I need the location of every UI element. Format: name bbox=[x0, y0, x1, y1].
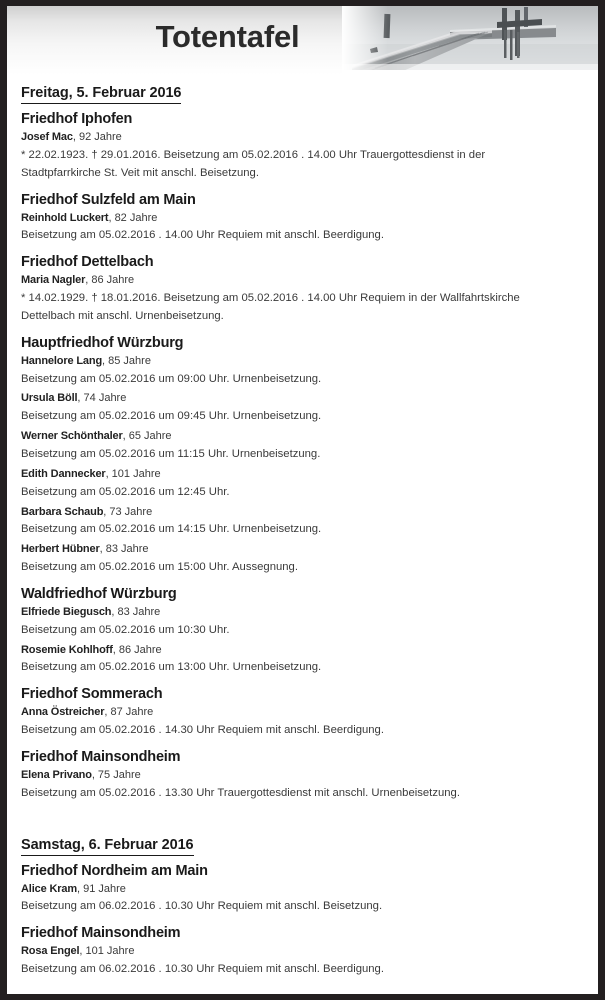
entry-detail: Beisetzung am 05.02.2016 um 10:30 Uhr. bbox=[21, 623, 230, 636]
entry-person bbox=[21, 391, 584, 406]
entry-person bbox=[21, 467, 584, 482]
person-age: , 74 Jahre bbox=[77, 392, 127, 405]
entry-person bbox=[21, 273, 584, 288]
person-age: , 86 Jahre bbox=[112, 643, 162, 656]
person-name: Reinhold Luckert bbox=[21, 211, 109, 224]
entry-detail: Beisetzung am 05.02.2016 um 13:00 Uhr. Urnenbeisetzung. bbox=[21, 661, 322, 674]
venue-block bbox=[21, 749, 584, 803]
person-name: Alice Kram bbox=[21, 882, 77, 895]
entry bbox=[21, 605, 584, 640]
venue-name: Friedhof Iphofen bbox=[21, 111, 133, 127]
venue-name: Hauptfriedhof Würzburg bbox=[21, 334, 184, 351]
person-age: , 73 Jahre bbox=[103, 505, 153, 518]
entry-person bbox=[21, 130, 584, 145]
person-name: Barbara Schaub bbox=[21, 505, 104, 518]
entry bbox=[21, 944, 584, 979]
entry bbox=[21, 768, 584, 803]
day-block-saturday bbox=[21, 836, 584, 979]
entry bbox=[21, 391, 584, 426]
entry-detail: Beisetzung am 06.02.2016 . 10.30 Uhr Requiem mit anschl. Beerdigung. bbox=[21, 963, 384, 976]
entry-detail: Beisetzung am 05.02.2016 . 13.30 Uhr Trauergottesdienst mit anschl. Urnenbeisetzung. bbox=[21, 786, 460, 799]
person-name: Rosemie Kohlhoff bbox=[21, 643, 113, 656]
entry-person bbox=[21, 211, 584, 226]
entry-detail: Beisetzung am 05.02.2016 um 14:15 Uhr. Urnenbeisetzung. bbox=[21, 523, 322, 536]
day-heading: Freitag, 5. Februar 2016 bbox=[21, 85, 181, 104]
entry bbox=[21, 130, 584, 183]
venue-name: Friedhof Mainsondheim bbox=[21, 748, 181, 765]
person-age: , 92 Jahre bbox=[72, 131, 122, 143]
person-age: , 101 Jahre bbox=[105, 467, 161, 480]
venue-name: Waldfriedhof Würzburg bbox=[21, 585, 177, 602]
venue-block bbox=[21, 925, 584, 979]
venue-name: Friedhof Nordheim am Main bbox=[21, 862, 208, 879]
entry bbox=[21, 505, 584, 540]
person-name: Werner Schönthaler bbox=[21, 430, 123, 443]
masthead bbox=[7, 6, 598, 75]
entry-detail: Beisetzung am 06.02.2016 . 10.30 Uhr Requiem mit anschl. Beisetzung. bbox=[21, 900, 383, 913]
venue-block bbox=[21, 111, 584, 183]
person-name: Josef Mac bbox=[21, 131, 73, 143]
day-heading: Samstag, 6. Februar 2016 bbox=[21, 837, 194, 856]
page-sheet bbox=[7, 6, 598, 994]
entry-detail: Beisetzung am 05.02.2016 um 09:45 Uhr. Urnenbeisetzung. bbox=[21, 410, 322, 423]
venue-block bbox=[21, 254, 584, 326]
person-name: Hannelore Lang bbox=[21, 354, 103, 367]
day-block-friday bbox=[21, 84, 584, 803]
person-age: , 101 Jahre bbox=[79, 945, 135, 958]
person-age: , 83 Jahre bbox=[111, 605, 161, 618]
person-age: , 83 Jahre bbox=[99, 543, 149, 556]
entry-person bbox=[21, 429, 584, 444]
person-age: , 75 Jahre bbox=[91, 768, 141, 781]
person-name: Edith Dannecker bbox=[21, 467, 106, 480]
entry-person bbox=[21, 944, 584, 959]
entry bbox=[21, 705, 584, 740]
person-age: , 91 Jahre bbox=[76, 882, 126, 895]
entry-detail: Beisetzung am 05.02.2016 um 11:15 Uhr. Urnenbeisetzung. bbox=[21, 447, 321, 460]
entry-person bbox=[21, 705, 584, 720]
entry-detail: Beisetzung am 05.02.2016 . 14.30 Uhr Requiem mit anschl. Beerdigung. bbox=[21, 724, 384, 737]
venue-block bbox=[21, 863, 584, 917]
person-age: , 86 Jahre bbox=[85, 274, 135, 287]
person-name: Herbert Hübner bbox=[21, 543, 100, 556]
entry-person bbox=[21, 768, 584, 783]
venue-name: Friedhof Dettelbach bbox=[21, 254, 154, 271]
venue-name: Friedhof Sommerach bbox=[21, 686, 163, 703]
person-age: , 85 Jahre bbox=[102, 354, 151, 367]
venue-block bbox=[21, 335, 584, 577]
entry bbox=[21, 211, 584, 246]
person-age: , 87 Jahre bbox=[104, 706, 154, 719]
entry bbox=[21, 273, 584, 326]
entry-person bbox=[21, 542, 584, 557]
person-name: Elfriede Biegusch bbox=[21, 605, 112, 618]
person-age: , 65 Jahre bbox=[122, 430, 172, 443]
venue-block bbox=[21, 192, 584, 246]
entry bbox=[21, 542, 584, 577]
entry bbox=[21, 643, 584, 678]
entry-person bbox=[21, 605, 584, 620]
person-age: , 82 Jahre bbox=[108, 211, 158, 224]
venue-name: Friedhof Sulzfeld am Main bbox=[21, 191, 196, 208]
venue-name: Friedhof Mainsondheim bbox=[21, 925, 181, 942]
person-name: Maria Nagler bbox=[21, 274, 86, 287]
person-name: Elena Privano bbox=[21, 768, 92, 781]
page-title: Totentafel bbox=[155, 19, 300, 54]
entry-detail: * 22.02.1923. † 29.01.2016. Beisetzung am 05.02.2016 . 14.00 Uhr Trauergottesdienst in der Stadtpfarrkirche St. Veit mit anschl. Beisetzung. bbox=[21, 148, 486, 179]
venue-block bbox=[21, 686, 584, 740]
person-name: Rosa Engel bbox=[21, 945, 80, 958]
obituary-list bbox=[7, 75, 598, 979]
entry bbox=[21, 429, 584, 464]
entry-detail: * 14.02.1929. † 18.01.2016. Beisetzung am 05.02.2016 . 14.00 Uhr Requiem in der Wallfahrtskirche Dettelbach mit anschl. Urnenbeisetzung. bbox=[21, 292, 520, 322]
entry-person bbox=[21, 354, 584, 369]
person-name: Anna Östreicher bbox=[21, 706, 105, 719]
entry-detail: Beisetzung am 05.02.2016 um 12:45 Uhr. bbox=[21, 485, 230, 498]
entry bbox=[21, 882, 584, 917]
entry-detail: Beisetzung am 05.02.2016 . 14.00 Uhr Requiem mit anschl. Beerdigung. bbox=[21, 229, 384, 242]
entry bbox=[21, 354, 584, 389]
entry-person bbox=[21, 882, 584, 897]
person-name: Ursula Böll bbox=[21, 392, 78, 405]
venue-block bbox=[21, 586, 584, 677]
entry bbox=[21, 467, 584, 502]
entry-person bbox=[21, 505, 584, 520]
entry-person bbox=[21, 643, 584, 658]
entry-detail: Beisetzung am 05.02.2016 um 15:00 Uhr. Aussegnung. bbox=[21, 561, 298, 574]
entry-detail: Beisetzung am 05.02.2016 um 09:00 Uhr. Urnenbeisetzung. bbox=[21, 372, 322, 385]
